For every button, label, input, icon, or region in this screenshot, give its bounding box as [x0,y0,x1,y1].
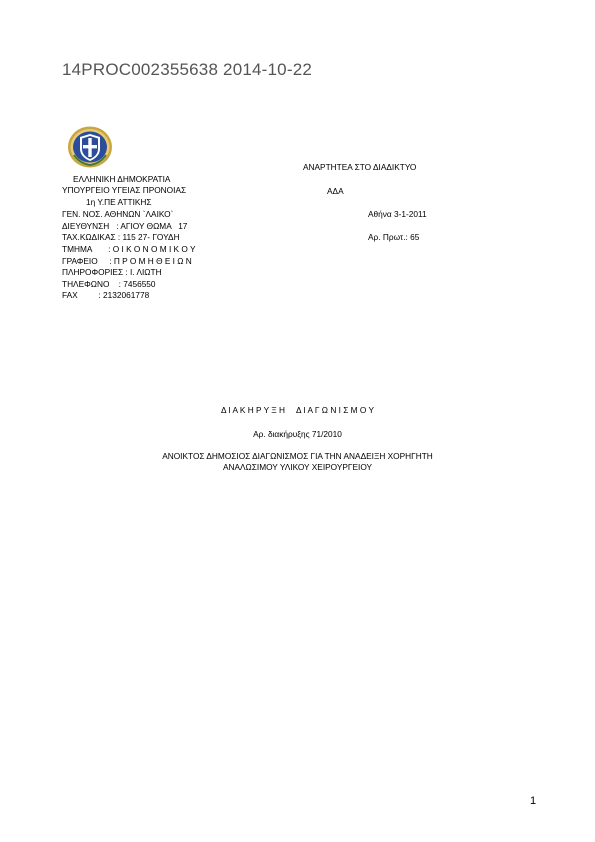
authority-postcode: ΤΑΧ.ΚΩΔΙΚΑΣ : 115 27- ΓΟΥΔΗ [62,232,180,242]
authority-department: ΤΜΗΜΑ : Ο Ι Κ Ο Ν Ο Μ Ι Κ Ο Υ [62,244,196,254]
subject-line-1: ΑΝΟΙΚΤΟΣ ΔΗΜΟΣΙΟΣ ΔΙΑΓΩΝΙΣΜΟΣ ΓΙΑ ΤΗΝ ΑΝΑΔΕΙΞΗ ΧΟΡΗΓΗΤΗ [162,451,433,461]
authority-fax: FAX : 2132061778 [62,290,150,300]
document-date: Αθήνα 3-1-2011 [368,209,427,219]
page-number: 1 [530,795,537,807]
authority-office: ΓΡΑΦΕΙΟ : Π Ρ Ο Μ Η Θ Ε Ι Ω Ν [62,256,192,266]
document-heading: Δ Ι Α Κ Η Ρ Υ Ξ Η Δ Ι Α Γ Ω Ν Ι Σ Μ Ο Υ [220,405,375,415]
document-id: 14PROC002355638 2014-10-22 [62,60,312,79]
authority-ministry: ΥΠΟΥΡΓΕΙΟ ΥΓΕΙΑΣ ΠΡΟΝΟΙΑΣ [62,185,187,195]
authority-region: 1η Υ.ΠΕ ΑΤΤΙΚΗΣ [86,197,152,207]
subject-line-2: ΑΝΑΛΩΣΙΜΟΥ ΥΛΙΚΟΥ ΧΕΙΡΟΥΡΓΕΙΟΥ [222,462,373,472]
protocol-number: Αρ. Πρωτ.: 65 [368,232,420,242]
authority-hospital: ΓΕΝ. ΝΟΣ. ΑΘΗΝΩΝ `ΛΑΙΚΟ` [62,209,174,219]
authority-country: ΕΛΛΗΝΙΚΗ ΔΗΜΟΚΡΑΤΙΑ [73,174,171,184]
declaration-number: Αρ. διακήρυξης 71/2010 [253,429,342,439]
authority-phone: ΤΗΛΕΦΩΝΟ : 7456550 [62,279,156,289]
authority-contact: ΠΛΗΡΟΦΟΡΙΕΣ : Ι. ΛΙΩΤΗ [62,267,162,277]
ada-label: ΑΔΑ [327,186,344,196]
greek-state-emblem-icon [66,125,114,169]
authority-address: ΔΙΕΥΘΥΝΣΗ : ΑΓΙΟΥ ΘΩΜΑ 17 [62,221,188,231]
publish-notice: ΑΝΑΡΤΗΤΕΑ ΣΤΟ ΔΙΑΔΙΚΤΥΟ [303,162,417,172]
